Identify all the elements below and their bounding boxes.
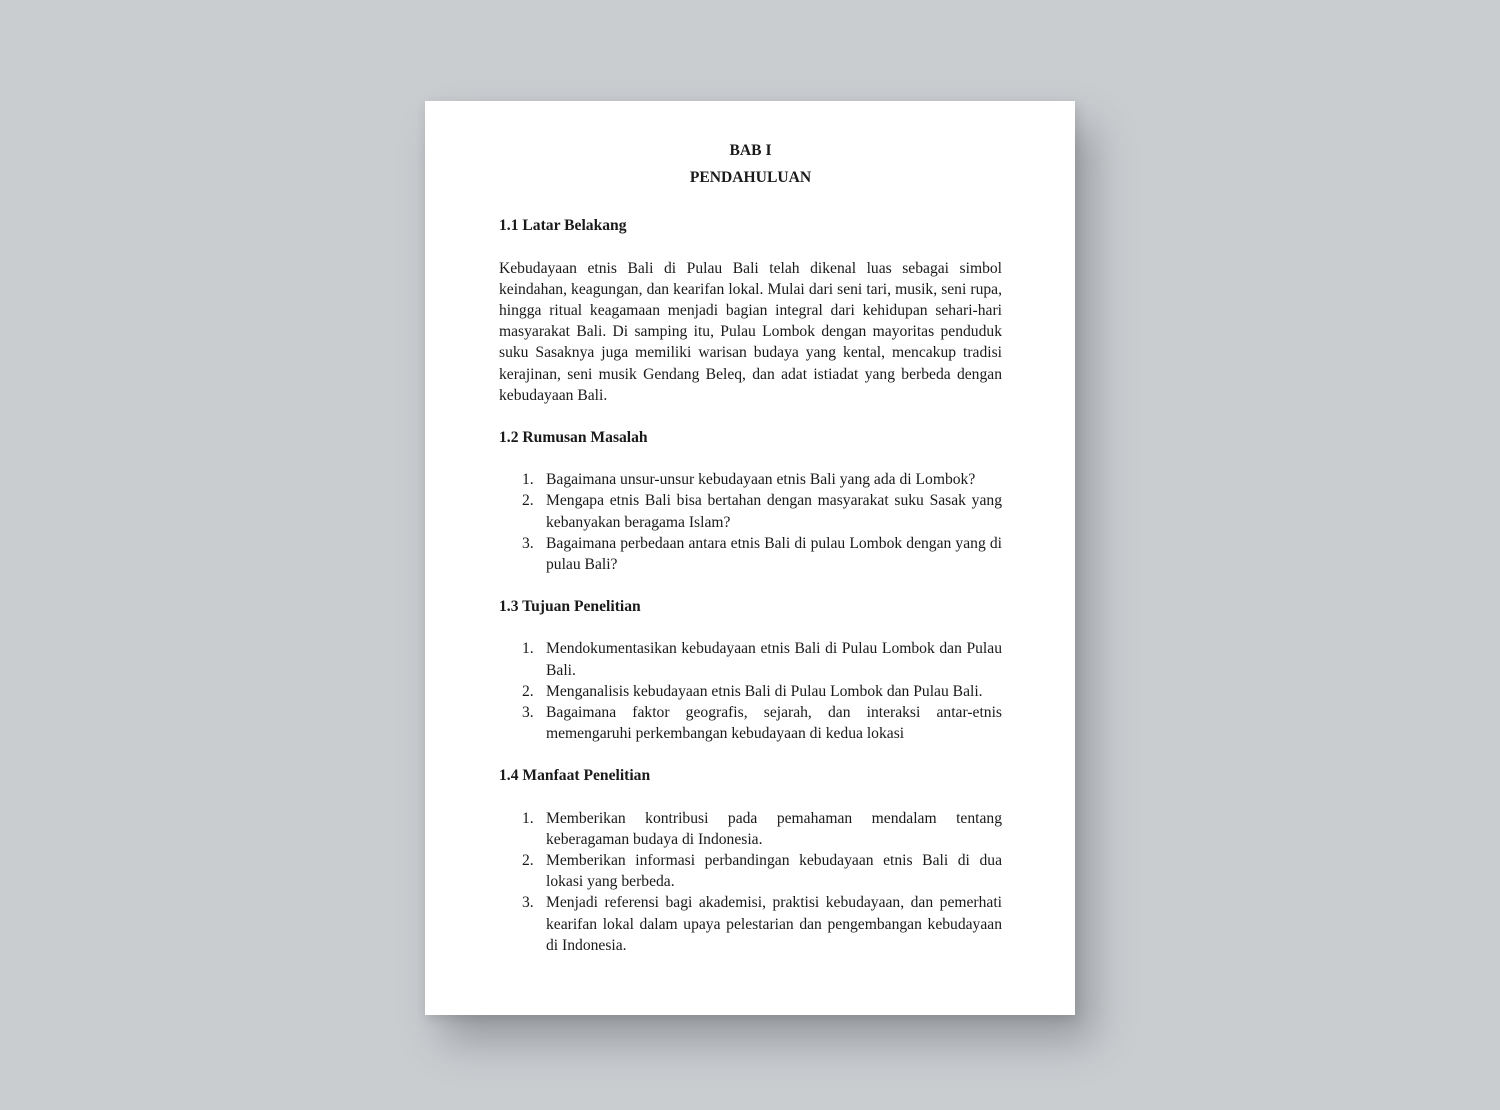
list-item	[499, 533, 1002, 575]
list-number: 1.	[522, 471, 534, 489]
document-content	[499, 140, 1002, 956]
list-number: 2.	[522, 492, 534, 510]
list-item	[499, 808, 1002, 850]
list-item-text: Bagaimana perbedaan antara etnis Bali di pulau Lombok dengan yang di pulau Bali?	[546, 534, 1002, 574]
list-number: 3.	[522, 534, 534, 552]
document-page	[425, 101, 1075, 1015]
list-item-text: Menjadi referensi bagi akademisi, praktisi kebudayaan, dan pemerhati kearifan lokal dalam upaya pelestarian dan pengembangan kebudayaan di Indonesia.	[546, 894, 1002, 954]
list-number: 1.	[522, 640, 534, 658]
list-item-text: Memberikan informasi perbandingan kebudayaan etnis Bali di dua lokasi yang berbeda.	[546, 852, 1002, 891]
list-item	[499, 469, 1002, 490]
list-item-text: Memberikan kontribusi pada pemahaman mendalam tentang keberagaman budaya di Indonesia.	[546, 809, 1002, 848]
list-item	[499, 681, 1002, 702]
section-heading-tujuan-penelitian: 1.3 Tujuan Penelitian	[499, 598, 641, 616]
list-item-text: Bagaimana unsur-unsur kebudayaan etnis Bali yang ada di Lombok?	[546, 471, 976, 489]
list-item	[499, 638, 1002, 680]
list-number: 1.	[522, 809, 534, 827]
list-item-text: Bagaimana faktor geografis, sejarah, dan interaksi antar-etnis memengaruhi perkembangan kebudayaan di kedua lokasi	[546, 704, 1002, 743]
list-number: 2.	[522, 852, 534, 870]
list-item-text: Mengapa etnis Bali bisa bertahan dengan masyarakat suku Sasak yang kebanyakan beragama Islam?	[546, 492, 1002, 531]
section-heading-rumusan-masalah: 1.2 Rumusan Masalah	[499, 429, 648, 447]
list-item-text: Mendokumentasikan kebudayaan etnis Bali di Pulau Lombok dan Pulau Bali.	[546, 640, 1002, 679]
latar-belakang-paragraph: Kebudayaan etnis Bali di Pulau Bali telah dikenal luas sebagai simbol keindahan, keagungan, dan kearifan lokal. Mulai dari seni tari, musik, seni rupa, hingga ritual keagamaan menjadi bagian integral dari kehidupan sehari-hari masyarakat Bali. Di samping itu, Pulau Lombok dengan mayoritas penduduk suku Sasaknya juga memiliki warisan budaya yang kental, mencakup tradisi kerajinan, seni musik Gendang Beleq, dan adat istiadat yang berbeda dengan kebudayaan Bali.	[499, 259, 1002, 404]
chapter-number: BAB I	[729, 142, 772, 159]
list-item	[499, 892, 1002, 956]
list-item	[499, 850, 1002, 892]
list-number: 3.	[522, 704, 534, 722]
list-number: 2.	[522, 682, 534, 700]
list-item-text: Menganalisis kebudayaan etnis Bali di Pulau Lombok dan Pulau Bali.	[546, 682, 983, 700]
manfaat-penelitian-list	[499, 808, 1002, 956]
list-item	[499, 490, 1002, 532]
section-heading-latar-belakang: 1.1 Latar Belakang	[499, 217, 627, 235]
list-number: 3.	[522, 894, 534, 912]
rumusan-masalah-list	[499, 469, 1002, 575]
tujuan-penelitian-list	[499, 638, 1002, 744]
section-heading-manfaat-penelitian: 1.4 Manfaat Penelitian	[499, 767, 651, 785]
chapter-title: PENDAHULUAN	[689, 169, 812, 187]
list-item	[499, 702, 1002, 744]
